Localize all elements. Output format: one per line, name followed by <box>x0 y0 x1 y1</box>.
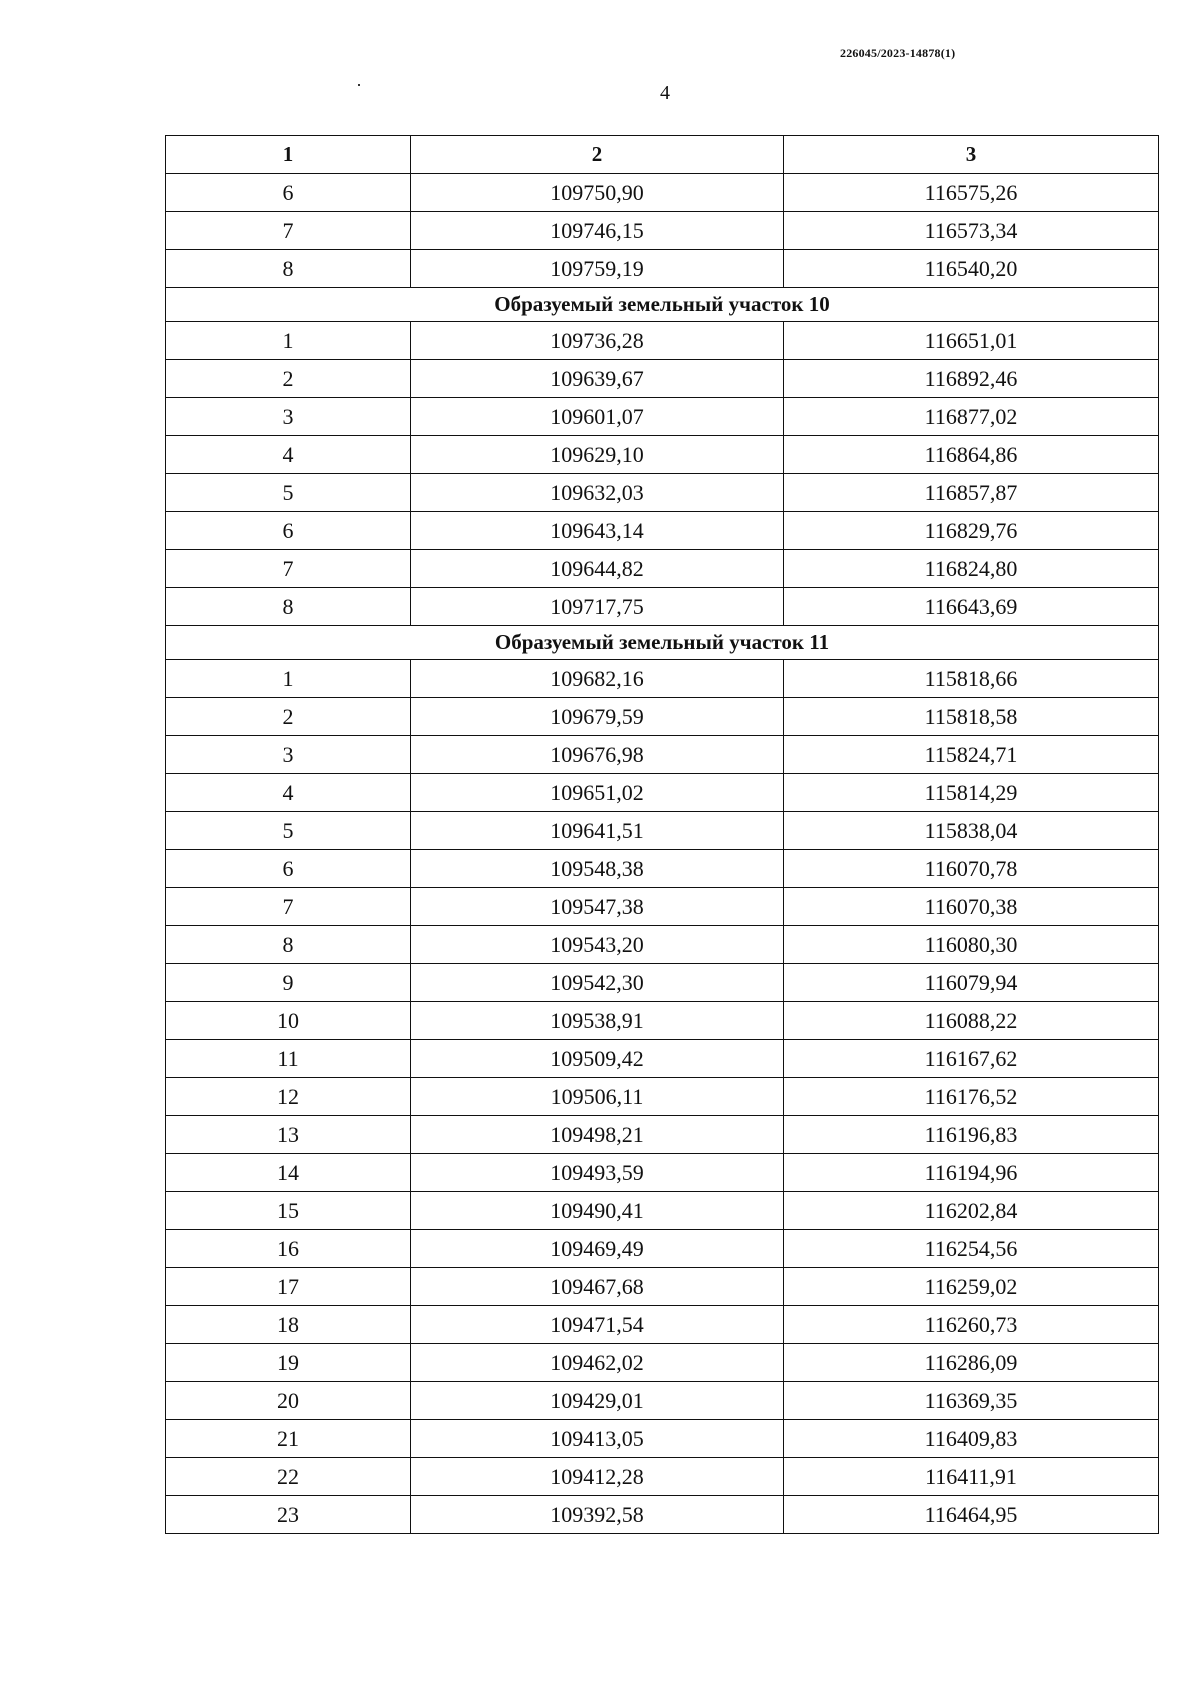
coordinate-y-cell: 115838,04 <box>784 812 1159 850</box>
coordinate-x-cell: 109759,19 <box>411 250 784 288</box>
point-number-cell: 9 <box>166 964 411 1002</box>
table-header-row <box>166 136 1159 174</box>
coordinate-x-cell: 109547,38 <box>411 888 784 926</box>
table-row <box>166 736 1159 774</box>
table-row <box>166 1230 1159 1268</box>
table-row <box>166 1040 1159 1078</box>
table-row <box>166 250 1159 288</box>
coordinate-y-cell: 116369,35 <box>784 1382 1159 1420</box>
table-row <box>166 1306 1159 1344</box>
table-row <box>166 774 1159 812</box>
point-number-cell: 16 <box>166 1230 411 1268</box>
point-number-cell: 1 <box>166 322 411 360</box>
coordinate-y-cell: 116080,30 <box>784 926 1159 964</box>
table-row <box>166 1154 1159 1192</box>
coordinate-x-cell: 109644,82 <box>411 550 784 588</box>
coordinate-x-cell: 109629,10 <box>411 436 784 474</box>
coordinate-x-cell: 109498,21 <box>411 1116 784 1154</box>
coordinate-y-cell: 115818,58 <box>784 698 1159 736</box>
coordinate-y-cell: 116070,38 <box>784 888 1159 926</box>
coordinate-x-cell: 109676,98 <box>411 736 784 774</box>
coordinate-y-cell: 116864,86 <box>784 436 1159 474</box>
coordinate-y-cell: 116824,80 <box>784 550 1159 588</box>
column-header-2: 2 <box>411 136 784 174</box>
coordinate-y-cell: 116411,91 <box>784 1458 1159 1496</box>
table-row <box>166 1078 1159 1116</box>
coordinate-x-cell: 109639,67 <box>411 360 784 398</box>
coordinate-x-cell: 109548,38 <box>411 850 784 888</box>
table-row <box>166 1420 1159 1458</box>
table-row <box>166 1496 1159 1534</box>
point-number-cell: 14 <box>166 1154 411 1192</box>
point-number-cell: 12 <box>166 1078 411 1116</box>
coordinate-x-cell: 109682,16 <box>411 660 784 698</box>
coordinate-y-cell: 116070,78 <box>784 850 1159 888</box>
table-row <box>166 512 1159 550</box>
coordinates-table <box>165 135 1159 1534</box>
point-number-cell: 22 <box>166 1458 411 1496</box>
table-row <box>166 588 1159 626</box>
coordinate-y-cell: 116877,02 <box>784 398 1159 436</box>
coordinate-x-cell: 109632,03 <box>411 474 784 512</box>
point-number-cell: 1 <box>166 660 411 698</box>
coordinate-x-cell: 109429,01 <box>411 1382 784 1420</box>
coordinate-y-cell: 116857,87 <box>784 474 1159 512</box>
coordinate-x-cell: 109679,59 <box>411 698 784 736</box>
table-row <box>166 436 1159 474</box>
coordinate-x-cell: 109736,28 <box>411 322 784 360</box>
coordinate-y-cell: 116540,20 <box>784 250 1159 288</box>
point-number-cell: 4 <box>166 774 411 812</box>
section-header-row <box>166 288 1159 322</box>
point-number-cell: 8 <box>166 926 411 964</box>
coordinate-x-cell: 109467,68 <box>411 1268 784 1306</box>
table-row <box>166 1268 1159 1306</box>
coordinate-x-cell: 109413,05 <box>411 1420 784 1458</box>
coordinate-x-cell: 109509,42 <box>411 1040 784 1078</box>
point-number-cell: 3 <box>166 398 411 436</box>
point-number-cell: 6 <box>166 850 411 888</box>
coordinate-x-cell: 109543,20 <box>411 926 784 964</box>
coordinate-x-cell: 109746,15 <box>411 212 784 250</box>
point-number-cell: 2 <box>166 360 411 398</box>
table-row <box>166 1382 1159 1420</box>
coordinate-y-cell: 116409,83 <box>784 1420 1159 1458</box>
table-row <box>166 926 1159 964</box>
coordinate-x-cell: 109493,59 <box>411 1154 784 1192</box>
section-header-row <box>166 626 1159 660</box>
coordinate-x-cell: 109538,91 <box>411 1002 784 1040</box>
table-row <box>166 322 1159 360</box>
coordinate-x-cell: 109412,28 <box>411 1458 784 1496</box>
point-number-cell: 17 <box>166 1268 411 1306</box>
coordinate-y-cell: 115824,71 <box>784 736 1159 774</box>
table-row <box>166 660 1159 698</box>
table-row <box>166 1116 1159 1154</box>
table-row <box>166 1002 1159 1040</box>
coordinate-y-cell: 115818,66 <box>784 660 1159 698</box>
point-number-cell: 21 <box>166 1420 411 1458</box>
coordinate-y-cell: 116892,46 <box>784 360 1159 398</box>
coordinate-y-cell: 116176,52 <box>784 1078 1159 1116</box>
point-number-cell: 5 <box>166 812 411 850</box>
table-row <box>166 812 1159 850</box>
point-number-cell: 23 <box>166 1496 411 1534</box>
point-number-cell: 13 <box>166 1116 411 1154</box>
coordinate-y-cell: 116286,09 <box>784 1344 1159 1382</box>
table-row <box>166 550 1159 588</box>
coordinate-y-cell: 116573,34 <box>784 212 1159 250</box>
coordinate-y-cell: 116259,02 <box>784 1268 1159 1306</box>
table-row <box>166 888 1159 926</box>
column-header-3: 3 <box>784 136 1159 174</box>
point-number-cell: 7 <box>166 212 411 250</box>
coordinate-x-cell: 109469,49 <box>411 1230 784 1268</box>
point-number-cell: 11 <box>166 1040 411 1078</box>
table-row <box>166 360 1159 398</box>
coordinate-x-cell: 109643,14 <box>411 512 784 550</box>
point-number-cell: 15 <box>166 1192 411 1230</box>
table-row <box>166 1344 1159 1382</box>
table-row <box>166 850 1159 888</box>
coordinate-x-cell: 109506,11 <box>411 1078 784 1116</box>
section-title: Образуемый земельный участок 11 <box>166 626 1159 660</box>
point-number-cell: 7 <box>166 550 411 588</box>
point-number-cell: 2 <box>166 698 411 736</box>
section-title: Образуемый земельный участок 10 <box>166 288 1159 322</box>
document-reference: 226045/2023-14878(1) <box>840 46 956 60</box>
coordinate-x-cell: 109717,75 <box>411 588 784 626</box>
table-row <box>166 964 1159 1002</box>
coordinate-x-cell: 109750,90 <box>411 174 784 212</box>
coordinate-y-cell: 116196,83 <box>784 1116 1159 1154</box>
point-number-cell: 8 <box>166 250 411 288</box>
point-number-cell: 6 <box>166 512 411 550</box>
coordinate-y-cell: 116829,76 <box>784 512 1159 550</box>
point-number-cell: 6 <box>166 174 411 212</box>
coordinate-y-cell: 115814,29 <box>784 774 1159 812</box>
coordinate-y-cell: 116254,56 <box>784 1230 1159 1268</box>
coordinate-y-cell: 116643,69 <box>784 588 1159 626</box>
coordinate-y-cell: 116464,95 <box>784 1496 1159 1534</box>
table-row <box>166 698 1159 736</box>
point-number-cell: 5 <box>166 474 411 512</box>
coordinate-y-cell: 116651,01 <box>784 322 1159 360</box>
point-number-cell: 7 <box>166 888 411 926</box>
coordinate-y-cell: 116260,73 <box>784 1306 1159 1344</box>
column-header-1: 1 <box>166 136 411 174</box>
coordinate-y-cell: 116079,94 <box>784 964 1159 1002</box>
point-number-cell: 8 <box>166 588 411 626</box>
table-row <box>166 474 1159 512</box>
coordinate-x-cell: 109641,51 <box>411 812 784 850</box>
scan-speck <box>358 84 360 86</box>
coordinate-y-cell: 116167,62 <box>784 1040 1159 1078</box>
coordinate-x-cell: 109601,07 <box>411 398 784 436</box>
table-row <box>166 398 1159 436</box>
coordinate-x-cell: 109471,54 <box>411 1306 784 1344</box>
point-number-cell: 18 <box>166 1306 411 1344</box>
coordinate-y-cell: 116194,96 <box>784 1154 1159 1192</box>
coordinate-y-cell: 116202,84 <box>784 1192 1159 1230</box>
point-number-cell: 19 <box>166 1344 411 1382</box>
page-number: 4 <box>660 82 670 104</box>
coordinate-x-cell: 109462,02 <box>411 1344 784 1382</box>
point-number-cell: 4 <box>166 436 411 474</box>
table-row <box>166 174 1159 212</box>
table-row <box>166 1192 1159 1230</box>
coordinate-x-cell: 109392,58 <box>411 1496 784 1534</box>
coordinate-x-cell: 109542,30 <box>411 964 784 1002</box>
coordinates-table-body <box>166 136 1159 1534</box>
coordinate-x-cell: 109490,41 <box>411 1192 784 1230</box>
point-number-cell: 20 <box>166 1382 411 1420</box>
table-row <box>166 212 1159 250</box>
coordinate-x-cell: 109651,02 <box>411 774 784 812</box>
coordinate-y-cell: 116088,22 <box>784 1002 1159 1040</box>
point-number-cell: 3 <box>166 736 411 774</box>
table-row <box>166 1458 1159 1496</box>
coordinate-y-cell: 116575,26 <box>784 174 1159 212</box>
point-number-cell: 10 <box>166 1002 411 1040</box>
